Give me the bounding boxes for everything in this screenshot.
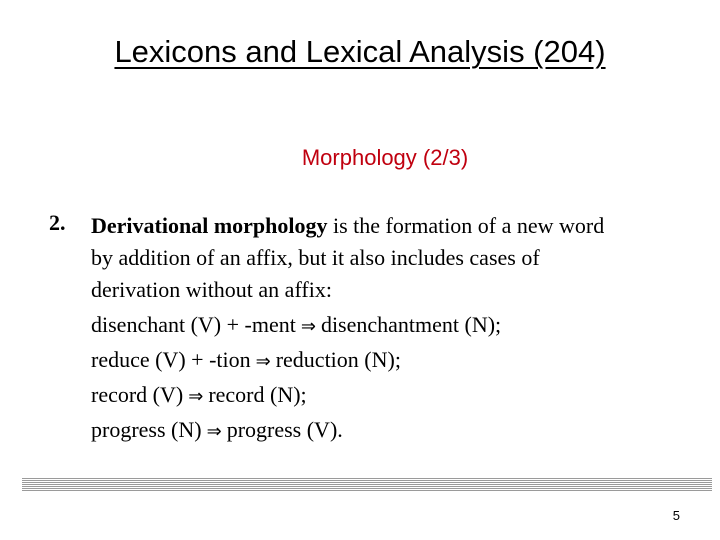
example-line [91, 309, 691, 341]
list-item-body [91, 210, 691, 446]
example-line [91, 414, 691, 446]
example-result: record (N); [208, 382, 307, 407]
slide-title: Lexicons and Lexical Analysis (204) [114, 34, 606, 69]
example-result: disenchantment (N); [320, 312, 502, 337]
implies-arrow-icon: ⇒ [255, 351, 271, 372]
example-result: reduction (N); [275, 347, 401, 372]
example-source: progress (N) [91, 417, 202, 442]
definition-line-2: by addition of an affix, but it also includes cases of [91, 245, 540, 270]
implies-arrow-icon: ⇒ [206, 421, 222, 442]
example-source: disenchant (V) + -ment [91, 312, 296, 337]
definition-text-1: is the formation of a new word [327, 213, 605, 238]
implies-arrow-icon: ⇒ [188, 386, 204, 407]
example-source: reduce (V) + -tion [91, 347, 251, 372]
example-line [91, 344, 691, 376]
defined-term: Derivational morphology [91, 213, 328, 238]
definition-line-3: derivation without an affix: [91, 277, 332, 302]
example-result: progress (V). [226, 417, 343, 442]
example-line [91, 379, 691, 411]
definition-line-1 [91, 210, 691, 242]
footer-divider [22, 478, 712, 491]
list-item-number: 2. [49, 210, 66, 235]
example-source: record (V) [91, 382, 184, 407]
implies-arrow-icon: ⇒ [300, 316, 316, 337]
page-number: 5 [672, 508, 680, 523]
slide-subtitle: Morphology (2/3) [301, 145, 469, 170]
